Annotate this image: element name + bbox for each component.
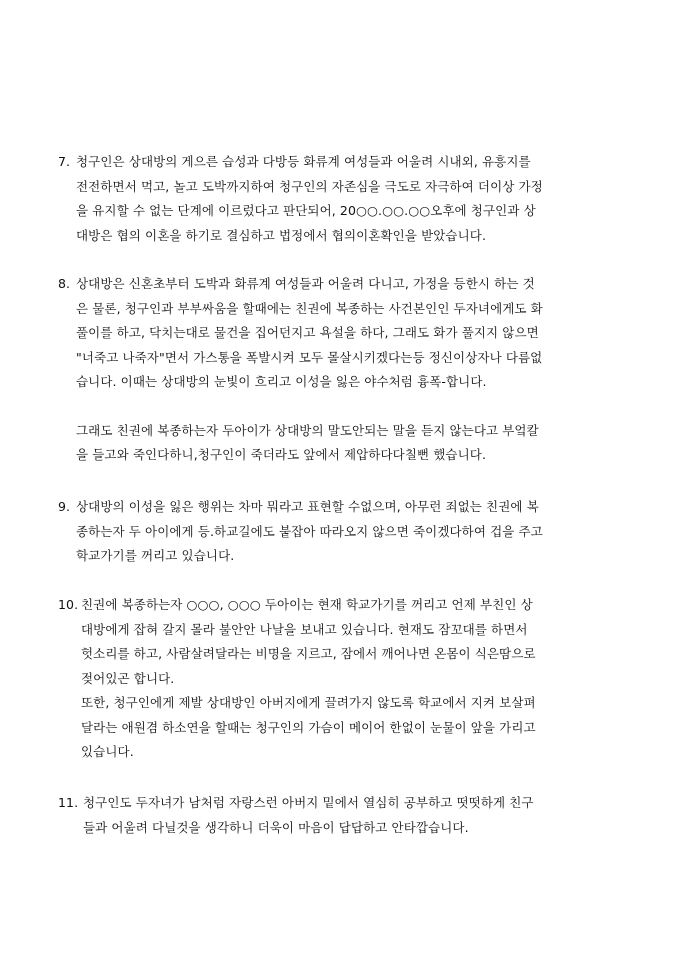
item-number: 8. bbox=[58, 276, 71, 291]
text-line: 을 유지할 수 없는 단계에 이르렀다고 판단되어, 20○○.○○.○○오후에 청구인과 상 bbox=[76, 203, 536, 218]
text-line: 종하는자 두 아이에게 등.하교길에도 붙잡아 따라오지 않으면 죽이겠다하여 겁을 주고 bbox=[76, 523, 543, 539]
text-line: 젖어있곤 합니다. bbox=[81, 670, 175, 686]
text-line: 전전하면서 먹고, 놀고 도박까지하여 청구인의 자존심을 극도로 자극하여 더이상 가정 bbox=[76, 178, 543, 194]
text-line: 상대방의 이성을 잃은 행위는 차마 뭐라고 표현할 수없으며, 아무런 죄없는 친권에 복 bbox=[76, 499, 539, 514]
item-number: 7. bbox=[58, 154, 71, 169]
text-line: 친권에 복종하는자 ○○○, ○○○ 두아이는 현재 학교가기를 꺼리고 언제 부친인 상 bbox=[81, 597, 533, 612]
text-line: 풀이를 하고, 닥치는대로 물건을 집어던지고 욕설을 하다, 그래도 화가 풀지지 않으면 bbox=[76, 325, 539, 340]
text-line: 상대방은 신혼초부터 도박과 화류계 여성들과 어울려 다니고, 가정을 등한시 하는 것 bbox=[76, 276, 535, 291]
item-number: 9. bbox=[58, 499, 71, 514]
item-number: 10. bbox=[58, 597, 79, 612]
item-number: 11. bbox=[58, 795, 79, 810]
text-line: 또한, 청구인에게 제발 상대방인 아버지에게 끌려가지 않도록 학교에서 지켜 보살펴 bbox=[81, 695, 536, 710]
text-line: "너죽고 나죽자"면서 가스통을 폭발시켜 모두 몰살시키겠다는등 정신이상자나 다름없 bbox=[76, 349, 543, 365]
text-line: 헛소리를 하고, 사람살려달라는 비명을 지르고, 잠에서 깨어나면 온몸이 식은땀으로 bbox=[81, 646, 536, 661]
text-line: 청구인은 상대방의 게으른 습성과 다방등 화류계 여성들과 어울려 시내외, 유흥지를 bbox=[76, 154, 531, 169]
text-line: 달라는 애원겸 하소연을 할때는 청구인의 가슴이 메이어 한없이 눈물이 앞을 가리고 bbox=[81, 719, 536, 735]
text-line: 들과 어울려 다닐것을 생각하니 더욱이 마음이 답답하고 안타깝습니다. bbox=[83, 819, 469, 835]
text-line: 습니다. 이때는 상대방의 눈빛이 흐리고 이성을 잃은 야수처럼 흉폭-합니다. bbox=[76, 374, 487, 389]
text-line: 대방에게 잡혀 갈지 몰라 불안안 나날을 보내고 있습니다. 현재도 잠꼬대를 하면서 bbox=[81, 621, 528, 637]
text-line: 을 들고와 죽인다하니,청구인이 죽더라도 앞에서 제압하다다칠뻔 했습니다. bbox=[76, 447, 487, 462]
text-line: 학교가기를 꺼리고 있습니다. bbox=[76, 548, 235, 563]
text-line: 청구인도 두자녀가 남처럼 자랑스런 아버지 밑에서 열심히 공부하고 떳떳하게 친구 bbox=[83, 795, 534, 810]
text-line: 대방은 협의 이혼을 하기로 결심하고 법정에서 협의이혼확인을 받았습니다. bbox=[76, 227, 487, 243]
text-line: 그래도 친권에 복종하는자 두아이가 상대방의 말도안되는 말을 듣지 않는다고 부엌칼 bbox=[76, 422, 539, 438]
text-line: 은 물론, 청구인과 부부싸움을 할때에는 친권에 복종하는 사건본인인 두자녀에게도 화 bbox=[76, 300, 543, 316]
text-line: 있습니다. bbox=[81, 744, 134, 759]
